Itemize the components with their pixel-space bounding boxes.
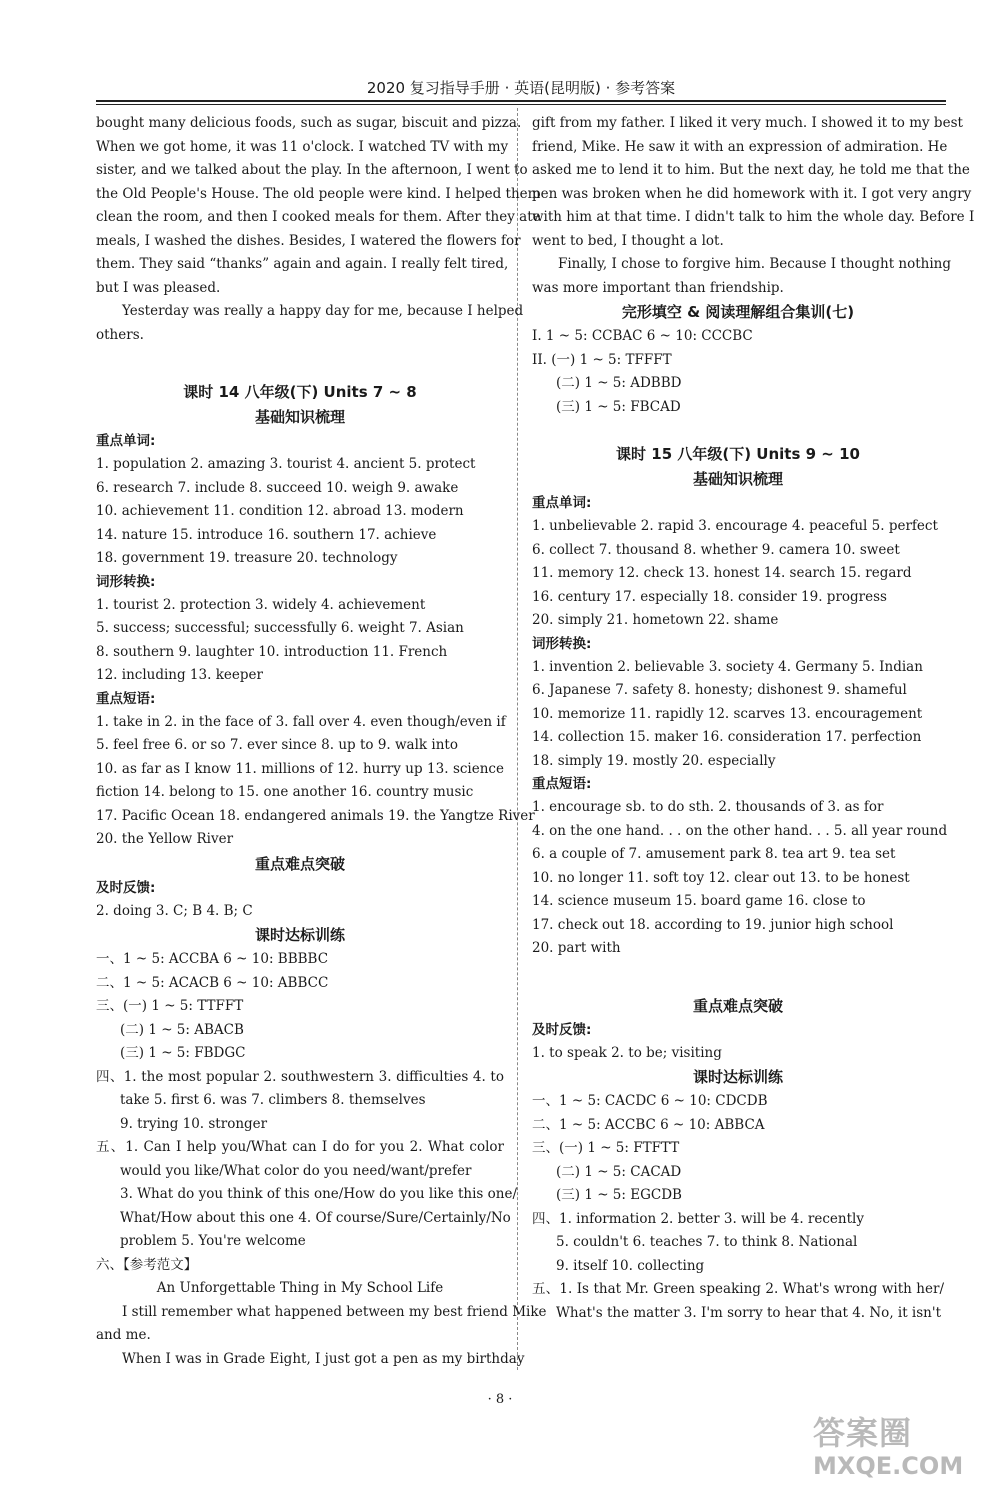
section-title-training: 课时达标训练 bbox=[254, 926, 345, 944]
answer-line: 1. tourist 2. protection 3. widely 4. achievement bbox=[96, 596, 426, 613]
answer-line: 18. simply 19. mostly 20. especially bbox=[532, 752, 776, 769]
text-line: I still remember what happened between my best friend Mike bbox=[122, 1303, 547, 1320]
phrase-label: 重点短语: bbox=[96, 690, 156, 707]
answer-line: 6. research 7. include 8. succeed 10. weigh 9. awake bbox=[96, 479, 459, 496]
wordform-label: 词形转换: bbox=[96, 573, 156, 590]
answer-line: 五、1. Is that Mr. Green speaking 2. What's wrong with her/ bbox=[532, 1281, 944, 1297]
answer-line: 20. simply 21. hometown 22. shame bbox=[532, 612, 779, 628]
answer-line: What/How about this one 4. Of course/Sure/Certainly/No bbox=[120, 1209, 511, 1226]
text-line: asked me to lend it to him. But the next day, he told me that the bbox=[532, 162, 970, 178]
answer-line: fiction 14. belong to 15. one another 16. country music bbox=[96, 784, 474, 800]
answer-line: 9. itself 10. collecting bbox=[556, 1257, 705, 1274]
answer-line: 17. Pacific Ocean 18. endangered animals 19. the Yangtze River bbox=[96, 807, 535, 824]
answer-line: 11. memory 12. check 13. honest 14. search 15. regard bbox=[532, 565, 912, 581]
answer-line: 一、1 ~ 5: ACCBA 6 ~ 10: BBBBC bbox=[96, 951, 329, 967]
section-title-basic: 基础知识梳理 bbox=[254, 408, 345, 426]
answer-line: 二、1 ~ 5: ACACB 6 ~ 10: ABBCC bbox=[96, 974, 329, 991]
answer-line: would you like/What color do you need/want/prefer bbox=[120, 1162, 472, 1179]
answer-line: (二) 1 ~ 5: ADBBD bbox=[556, 375, 682, 391]
answer-line: 8. southern 9. laughter 10. introduction 11. French bbox=[96, 643, 448, 660]
sample-essay-label: 六、【参考范文】 bbox=[96, 1256, 198, 1273]
answer-line: 四、1. information 2. better 3. will be 4. recently bbox=[532, 1210, 864, 1227]
answer-line: (二) 1 ~ 5: CACAD bbox=[556, 1163, 682, 1180]
answer-line: (三) 1 ~ 5: FBDGC bbox=[120, 1045, 246, 1061]
answer-line: 14. science museum 15. board game 16. close to bbox=[532, 893, 866, 909]
text-line: When we got home, it was 11 o'clock. I watched TV with my bbox=[96, 138, 509, 155]
watermark-logo-text: 答案圈 bbox=[813, 1414, 913, 1452]
phrase-label: 重点短语: bbox=[532, 776, 592, 792]
answer-line: 五、1. Can I help you/What can I do for you 2. What color bbox=[96, 1139, 504, 1155]
answer-line: 10. no longer 11. soft toy 12. clear out 13. to be honest bbox=[532, 869, 910, 886]
vocab-label: 重点单词: bbox=[532, 495, 592, 511]
cloze-title: 完形填空 & 阅读理解组合集训(七) bbox=[621, 303, 855, 321]
text-line: and me. bbox=[96, 1327, 151, 1343]
right-column bbox=[532, 112, 975, 1325]
answer-line: 一、1 ~ 5: CACDC 6 ~ 10: CDCDB bbox=[532, 1093, 768, 1109]
answer-line: 二、1 ~ 5: ACCBC 6 ~ 10: ABBCA bbox=[532, 1116, 765, 1133]
answer-line: I. 1 ~ 5: CCBAC 6 ~ 10: CCCBC bbox=[532, 328, 753, 344]
answer-line: 9. trying 10. stronger bbox=[120, 1115, 268, 1132]
text-line: When I was in Grade Eight, I just got a pen as my birthday bbox=[122, 1350, 525, 1367]
answer-line: 14. collection 15. maker 16. consideration 17. perfection bbox=[532, 729, 922, 745]
answer-line: 1. unbelievable 2. rapid 3. encourage 4. peaceful 5. perfect bbox=[532, 518, 938, 534]
text-line: but I was pleased. bbox=[96, 279, 221, 296]
answer-line: 12. including 13. keeper bbox=[96, 667, 263, 683]
answer-line: 6. Japanese 7. safety 8. honesty; dishonest 9. shameful bbox=[532, 682, 907, 698]
feedback-label: 及时反馈: bbox=[96, 879, 156, 896]
text-line: Yesterday was really a happy day for me, because I helped bbox=[122, 303, 524, 319]
header-rule-thin bbox=[96, 104, 946, 105]
watermark-url: MXQE.COM bbox=[813, 1452, 964, 1480]
answer-line: 1. population 2. amazing 3. tourist 4. ancient 5. protect bbox=[96, 456, 476, 472]
feedback-label: 及时反馈: bbox=[532, 1021, 592, 1038]
text-line: them. They said “thanks” again and again. I really felt tired, bbox=[96, 256, 509, 272]
answer-line: 1. encourage sb. to do sth. 2. thousands of 3. as for bbox=[532, 799, 884, 815]
lesson-15-title: 课时 15 八年级(下) Units 9 ~ 10 bbox=[616, 445, 860, 463]
answer-line: 5. feel free 6. or so 7. ever since 8. up to 9. walk into bbox=[96, 737, 458, 753]
text-line: bought many delicious foods, such as sugar, biscuit and pizza. bbox=[96, 115, 522, 131]
answer-line: 17. check out 18. according to 19. junior high school bbox=[532, 916, 894, 933]
page-number: · 8 · bbox=[487, 1392, 513, 1407]
wordform-label: 词形转换: bbox=[532, 635, 592, 652]
answer-line: 10. achievement 11. condition 12. abroad 13. modern bbox=[96, 503, 464, 519]
answer-line: 6. collect 7. thousand 8. whether 9. camera 10. sweet bbox=[532, 541, 900, 558]
text-line: Finally, I chose to forgive him. Because I thought nothing bbox=[558, 256, 952, 272]
text-line: went to bed, I thought a lot. bbox=[532, 232, 724, 249]
section-title-training: 课时达标训练 bbox=[692, 1068, 783, 1086]
answer-line: 四、1. the most popular 2. southwestern 3. difficulties 4. to bbox=[96, 1068, 504, 1085]
section-title-basic: 基础知识梳理 bbox=[692, 470, 783, 488]
answer-line: 14. nature 15. introduce 16. southern 17. achieve bbox=[96, 526, 437, 543]
answer-line: 1. to speak 2. to be; visiting bbox=[532, 1044, 722, 1061]
text-line: sister, and we talked about the play. In the afternoon, I went to bbox=[96, 162, 528, 178]
vocab-label: 重点单词: bbox=[96, 433, 156, 449]
text-line: was more important than friendship. bbox=[532, 279, 784, 296]
left-column bbox=[96, 112, 547, 1371]
answer-line: 三、(一) 1 ~ 5: TTFFT bbox=[96, 998, 244, 1014]
essay-continued bbox=[96, 112, 541, 347]
text-line: meals, I washed the dishes. Besides, I watered the flowers for bbox=[96, 232, 521, 249]
answer-line: What's the matter 3. I'm sorry to hear that 4. No, it isn't bbox=[556, 1304, 942, 1321]
answer-line: 10. as far as I know 11. millions of 12. hurry up 13. science bbox=[96, 760, 504, 777]
answer-line: take 5. first 6. was 7. climbers 8. themselves bbox=[120, 1092, 426, 1108]
answer-line: 4. on the one hand. . . on the other hand. . . 5. all year round bbox=[532, 822, 948, 839]
answer-line: 20. part with bbox=[532, 940, 621, 956]
header-rule bbox=[96, 100, 946, 102]
answer-line: 1. invention 2. believable 3. society 4. Germany 5. Indian bbox=[532, 658, 923, 675]
section-title-difficulty: 重点难点突破 bbox=[254, 854, 345, 873]
answer-line: 2. doing 3. C; B 4. B; C bbox=[96, 902, 253, 919]
answer-line: 18. government 19. treasure 20. technology bbox=[96, 550, 398, 566]
answer-line: 6. a couple of 7. amusement park 8. tea art 9. tea set bbox=[532, 846, 896, 862]
running-header: 2020 复习指导手册 · 英语(昆明版) · 参考答案 bbox=[366, 79, 676, 97]
text-line: pen was broken when he did homework with it. I got very angry bbox=[532, 185, 972, 202]
text-line: friend, Mike. He saw it with an expression of admiration. He bbox=[532, 138, 948, 155]
answer-line: II. (一) 1 ~ 5: TFFFT bbox=[532, 351, 672, 368]
answer-line: 1. take in 2. in the face of 3. fall over 4. even though/even if bbox=[96, 713, 506, 730]
answer-line: 5. success; successful; successfully 6. weight 7. Asian bbox=[96, 620, 464, 636]
text-line: clean the room, and then I cooked meals for them. After they ate bbox=[96, 209, 541, 225]
text-line: with him at that time. I didn't talk to him the whole day. Before I bbox=[532, 209, 975, 225]
answer-line: (三) 1 ~ 5: FBCAD bbox=[556, 398, 681, 415]
text-line: the Old People's House. The old people were kind. I helped them bbox=[96, 185, 541, 202]
text-line: others. bbox=[96, 326, 144, 343]
answer-line: 16. century 17. especially 18. consider 19. progress bbox=[532, 588, 887, 605]
answer-line: (三) 1 ~ 5: EGCDB bbox=[556, 1187, 682, 1203]
column-divider bbox=[517, 108, 518, 1370]
answer-line: 3. What do you think of this one/How do you like this one/ bbox=[120, 1186, 518, 1202]
watermark-logo bbox=[813, 1408, 993, 1483]
answer-line: 5. couldn't 6. teaches 7. to think 8. National bbox=[556, 1234, 858, 1250]
lesson-14-title: 课时 14 八年级(下) Units 7 ~ 8 bbox=[183, 383, 417, 401]
answer-line: (二) 1 ~ 5: ABACB bbox=[120, 1021, 244, 1038]
answer-line: 20. the Yellow River bbox=[96, 831, 234, 847]
answer-line: problem 5. You're welcome bbox=[120, 1233, 306, 1249]
answer-line: 10. memorize 11. rapidly 12. scarves 13. encouragement bbox=[532, 705, 923, 722]
answer-line: 三、(一) 1 ~ 5: FTFTT bbox=[532, 1140, 680, 1156]
essay-title: An Unforgettable Thing in My School Life bbox=[156, 1280, 444, 1296]
section-title-difficulty: 重点难点突破 bbox=[692, 996, 783, 1015]
text-line: gift from my father. I liked it very much. I showed it to my best bbox=[532, 115, 963, 131]
